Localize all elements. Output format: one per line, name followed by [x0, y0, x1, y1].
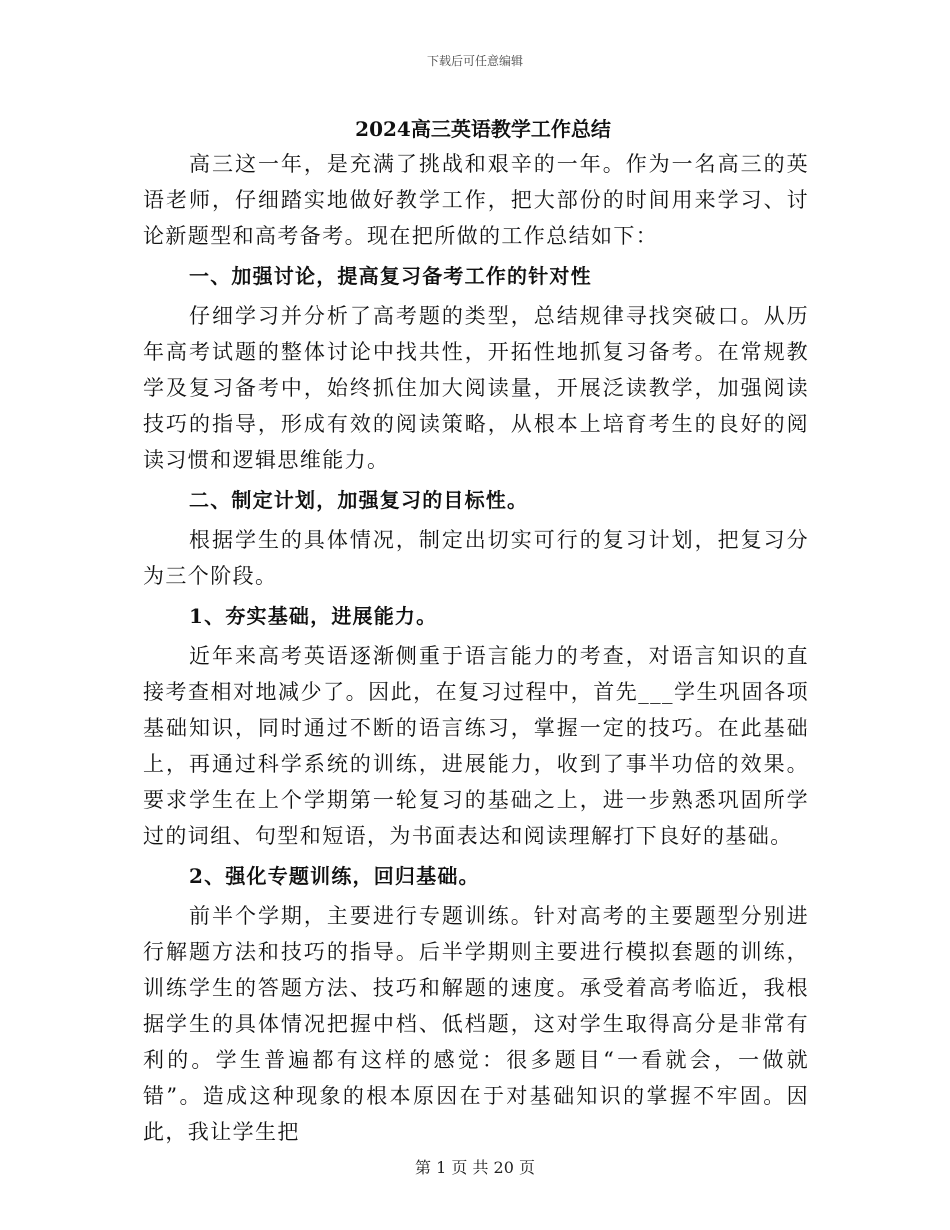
section-1-paragraph: 仔细学习并分析了高考题的类型，总结规律寻找突破口。从历年高考试题的整体讨论中找共性，开拓性地抓复习备考。在常规教学及复习备考中，始终抓住加大阅读量，开展泛读教学，加强阅读技巧的指导，形成有效的阅读策略，从根本上培育考生的良好的阅读习惯和逻辑思维能力。 — [143, 304, 809, 472]
subsection-2-paragraph: 前半个学期，主要进行专题训练。针对高考的主要题型分别进行解题方法和技巧的指导。后半学期则主要进行模拟套题的训练，训练学生的答题方法、技巧和解题的速度。承受着高考临近，我根据学生的具体情况把握中档、低档题，这对学生取得高分是非常有利的。学生普遍都有这样的感觉：很多题目“一看就会，一做就错”。造成这种现象的根本原因在于对基础知识的掌握不牢固。因此，我让学生把 — [143, 904, 809, 1144]
header-note: 下载后可任意编辑 — [426, 54, 523, 68]
intro-paragraph: 高三这一年，是充满了挑战和艰辛的一年。作为一名高三的英语老师，仔细踏实地做好教学工作，把大部份的时间用来学习、讨论新题型和高考备考。现在把所做的工作总结如下： — [143, 152, 809, 248]
subsection-1-paragraph: 近年来高考英语逐渐侧重于语言能力的考查，对语言知识的直接考查相对地减少了。因此，在复习过程中，首先___学生巩固各项基础知识，同时通过不断的语言练习，掌握一定的技巧。在此基础上，再通过科学系统的训练，进展能力，收到了事半功倍的效果。要求学生在上个学期第一轮复习的基础之上，进一步熟悉巩固所学过的词组、句型和短语，为书面表达和阅读理解打下良好的基础。 — [143, 644, 809, 848]
subsection-heading-1: 1、夯实基础，进展能力。 — [189, 604, 438, 628]
section-heading-1: 一、加强讨论，提高复习备考工作的针对性 — [189, 264, 592, 288]
document-body — [143, 112, 809, 1150]
page-number-footer: 第 1 页 共 20 页 — [415, 1158, 535, 1177]
section-heading-2: 二、制定计划，加强复习的目标性。 — [189, 488, 529, 512]
document-title: 2024高三英语教学工作总结 — [355, 117, 611, 141]
section-2-paragraph: 根据学生的具体情况，制定出切实可行的复习计划，把复习分为三个阶段。 — [143, 528, 809, 588]
subsection-heading-2: 2、强化专题训练，回归基础。 — [189, 864, 480, 888]
